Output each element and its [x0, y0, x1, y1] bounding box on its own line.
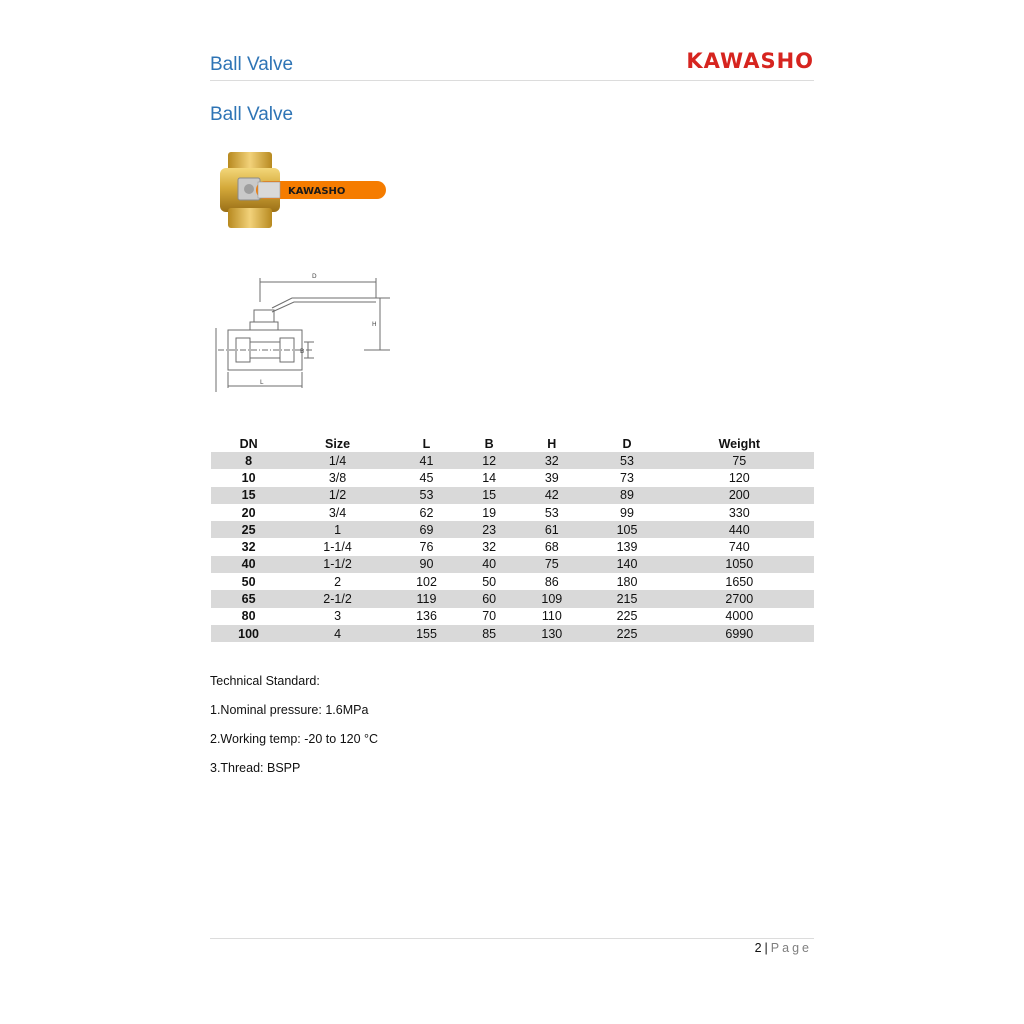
table-cell: 109 — [514, 590, 589, 607]
table-cell: 2-1/2 — [286, 590, 389, 607]
table-cell: 45 — [419, 470, 434, 485]
table-cell: 12 — [464, 452, 514, 469]
table-cell: 76 — [419, 540, 434, 555]
col-l: L — [422, 436, 431, 451]
section-title: Ball Valve — [210, 104, 294, 125]
table-cell: 80 — [241, 609, 256, 624]
page-footer — [755, 941, 812, 955]
table-cell: 10 — [241, 470, 256, 485]
table-cell: 102 — [416, 574, 437, 589]
table-cell: 1650 — [725, 574, 754, 589]
table-cell: 40 — [211, 556, 286, 573]
table-cell: 20 — [241, 505, 256, 520]
col-b: B — [484, 436, 494, 451]
table-cell: 1/2 — [286, 487, 389, 504]
header-title: Ball Valve — [210, 54, 294, 75]
table-row — [211, 452, 814, 469]
table-cell: 110 — [541, 609, 562, 624]
table-row — [211, 521, 814, 538]
label-b: B — [300, 348, 305, 355]
table-cell: 1050 — [665, 556, 814, 573]
table-cell: 42 — [514, 487, 589, 504]
table-cell: 330 — [728, 505, 750, 520]
spec-table — [211, 435, 814, 642]
col-dn: DN — [239, 436, 258, 451]
table-cell: 15 — [464, 487, 514, 504]
table-cell: 6990 — [665, 625, 814, 642]
tech-item: 3.Thread: BSPP — [210, 761, 301, 775]
table-cell: 4 — [286, 625, 389, 642]
table-cell: 60 — [464, 590, 514, 607]
table-cell: 140 — [589, 556, 664, 573]
col-d: D — [622, 436, 632, 451]
table-row — [211, 487, 814, 504]
footer-separator: | — [764, 941, 768, 955]
table-cell: 75 — [665, 452, 814, 469]
tech-item: 2.Working temp: -20 to 120 °C — [210, 732, 379, 746]
table-header-row — [211, 435, 814, 452]
table-cell: 215 — [589, 590, 664, 607]
table-row — [211, 573, 814, 590]
label-d: D — [312, 273, 317, 280]
table-cell: 50 — [241, 574, 256, 589]
table-cell: 73 — [620, 470, 634, 485]
table-cell: 200 — [665, 487, 814, 504]
table-cell: 62 — [419, 505, 434, 520]
table-cell: 41 — [389, 452, 464, 469]
table-cell: 70 — [482, 609, 497, 624]
table-cell: 100 — [211, 625, 286, 642]
table-cell: 40 — [464, 556, 514, 573]
table-cell: 225 — [589, 625, 664, 642]
ball-valve-photo — [218, 150, 390, 232]
table-cell: 75 — [514, 556, 589, 573]
brand-logo: KAWASHO — [686, 49, 814, 73]
table-cell: 32 — [241, 540, 256, 555]
table-cell: 86 — [544, 574, 559, 589]
table-cell: 53 — [589, 452, 664, 469]
table-cell: 105 — [589, 521, 664, 538]
table-row — [211, 504, 814, 521]
table-cell: 32 — [482, 540, 497, 555]
table-cell: 23 — [464, 521, 514, 538]
table-cell: 130 — [514, 625, 589, 642]
handle-text: KAWASHO — [288, 186, 346, 197]
table-cell: 68 — [544, 540, 559, 555]
table-cell: 225 — [616, 609, 638, 624]
col-size: Size — [325, 436, 351, 451]
table-cell: 180 — [616, 574, 638, 589]
table-cell: 19 — [482, 505, 497, 520]
table-cell: 2700 — [665, 590, 814, 607]
table-row — [211, 608, 814, 625]
page-header — [210, 48, 814, 81]
table-cell: 39 — [544, 470, 559, 485]
dimension-drawing — [214, 268, 390, 394]
table-cell: 90 — [389, 556, 464, 573]
table-cell: 25 — [211, 521, 286, 538]
table-cell: 155 — [389, 625, 464, 642]
table-cell: 740 — [728, 540, 750, 555]
table-cell: 3/4 — [328, 505, 347, 520]
table-cell: 32 — [514, 452, 589, 469]
page-number: 2 — [754, 941, 762, 955]
table-cell: 1/4 — [286, 452, 389, 469]
table-cell: 1 — [286, 521, 389, 538]
table-cell: 3/8 — [328, 470, 347, 485]
table-cell: 1-1/4 — [323, 540, 352, 555]
table-cell: 136 — [416, 609, 437, 624]
table-cell: 85 — [464, 625, 514, 642]
table-cell: 50 — [482, 574, 497, 589]
table-cell: 119 — [389, 590, 464, 607]
table-cell: 61 — [514, 521, 589, 538]
table-row — [211, 556, 814, 573]
table-cell: 53 — [544, 505, 559, 520]
table-cell: 4000 — [725, 609, 754, 624]
footer-divider — [210, 938, 814, 939]
table-cell: 2 — [334, 574, 342, 589]
table-row — [211, 469, 814, 486]
col-h: H — [547, 436, 557, 451]
table-cell: 99 — [620, 505, 634, 520]
label-h: H — [372, 321, 377, 328]
table-cell: 53 — [389, 487, 464, 504]
table-cell: 65 — [211, 590, 286, 607]
table-cell: 139 — [616, 540, 638, 555]
table-cell: 120 — [728, 470, 750, 485]
table-row — [211, 590, 814, 607]
table-cell: 14 — [482, 470, 497, 485]
col-weight: Weight — [718, 436, 761, 451]
table-row — [211, 625, 814, 642]
table-cell: 15 — [211, 487, 286, 504]
table-cell: 8 — [211, 452, 286, 469]
page-word: Page — [770, 941, 812, 955]
table-cell: 69 — [389, 521, 464, 538]
table-cell: 440 — [665, 521, 814, 538]
table-cell: 1-1/2 — [286, 556, 389, 573]
tech-item: 1.Nominal pressure: 1.6MPa — [210, 703, 369, 717]
tech-heading: Technical Standard: — [210, 674, 320, 688]
table-cell: 3 — [334, 609, 342, 624]
table-cell: 89 — [589, 487, 664, 504]
table-body — [211, 452, 814, 642]
label-l: L — [260, 379, 264, 386]
table-row — [211, 538, 814, 555]
